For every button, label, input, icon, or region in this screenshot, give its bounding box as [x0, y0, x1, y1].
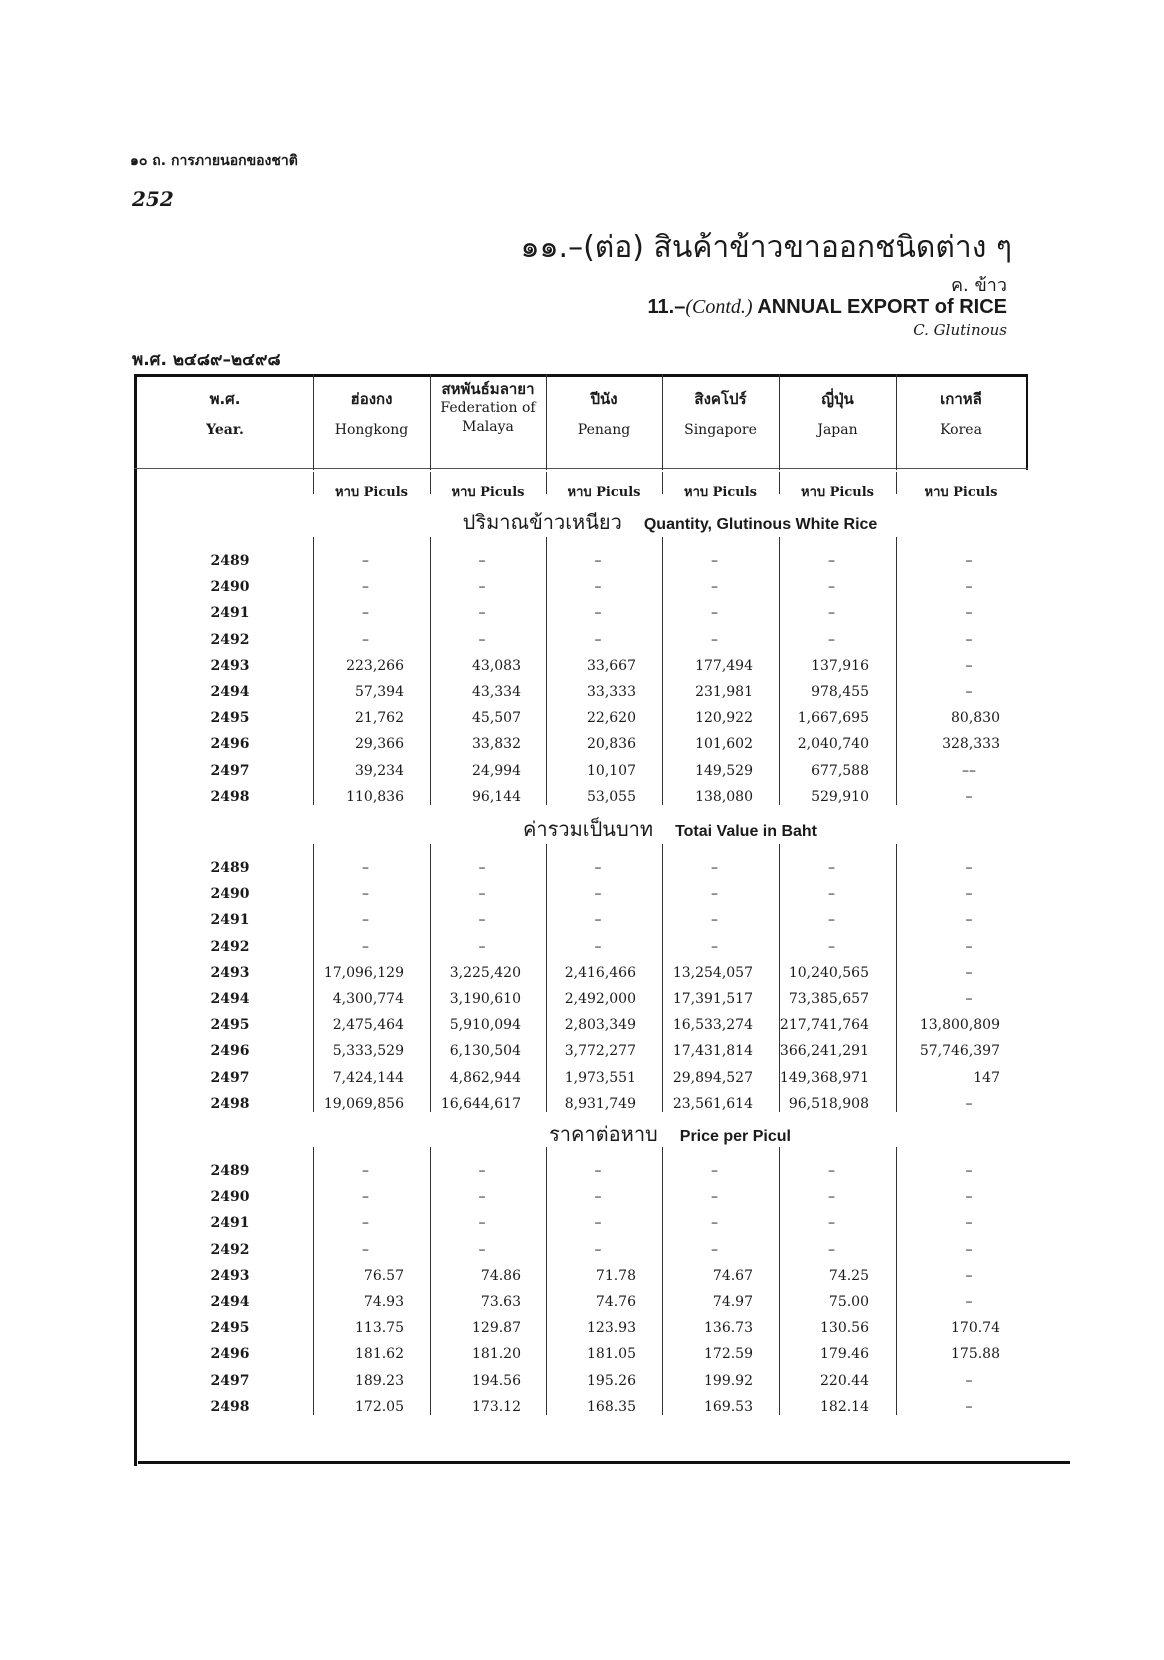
value-penang: –: [594, 631, 602, 648]
value-federation-of-malaya: 45,507: [472, 710, 521, 727]
column-header-english: Korea: [940, 422, 982, 438]
year-cell: 2490: [210, 579, 250, 596]
value-singapore: –: [711, 860, 718, 876]
section-title: [320, 506, 1020, 538]
column-header-english: Penang: [577, 422, 631, 438]
value-korea: 13,800,809: [919, 1017, 1000, 1034]
unit-label: หาบ Piculs: [924, 485, 998, 500]
column-header-thai: เกาหลี: [940, 390, 982, 408]
unit-divider: [313, 472, 314, 494]
value-hongkong: –: [362, 579, 369, 596]
year-cell: 2492: [210, 631, 250, 648]
value-federation-of-malaya: –: [478, 631, 486, 648]
value-korea: –: [965, 886, 973, 903]
value-penang: 71.78: [595, 1267, 636, 1284]
value-hongkong: 7,424,144: [332, 1069, 404, 1086]
value-korea: –: [965, 860, 973, 876]
value-federation-of-malaya: –: [478, 1215, 486, 1232]
year-cell: 2494: [210, 991, 250, 1007]
header-column-divider: [313, 374, 314, 470]
unit-label: หาบ Piculs: [567, 485, 641, 500]
year-range: พ.ศ. ๒๔๘๙–๒๔๙๘: [132, 350, 281, 370]
value-korea: –: [965, 657, 973, 674]
value-singapore: –: [711, 605, 718, 622]
value-hongkong: –: [362, 631, 369, 648]
value-japan: 978,455: [811, 684, 869, 700]
value-federation-of-malaya: 173.12: [472, 1398, 521, 1415]
value-hongkong: –: [362, 1215, 369, 1232]
year-cell: 2493: [210, 964, 250, 981]
value-singapore: –: [711, 631, 718, 648]
value-federation-of-malaya: 194.56: [472, 1372, 521, 1389]
value-japan: –: [828, 579, 835, 596]
value-federation-of-malaya: 73.63: [480, 1294, 521, 1310]
value-korea: –: [965, 1215, 973, 1232]
value-federation-of-malaya: 181.20: [472, 1346, 521, 1363]
value-penang: 168.35: [587, 1398, 636, 1415]
value-singapore: –: [711, 553, 718, 569]
year-cell: 2496: [210, 736, 250, 753]
value-korea: 170.74: [951, 1320, 1000, 1337]
value-japan: 179.46: [820, 1346, 869, 1363]
value-hongkong: 21,762: [355, 710, 404, 727]
value-korea: ––: [962, 762, 976, 779]
table-frame-bottom: [138, 1461, 1070, 1464]
year-cell: 2490: [210, 886, 250, 903]
year-cell: 2493: [210, 1267, 250, 1284]
value-penang: –: [594, 1163, 602, 1179]
year-cell: 2498: [210, 788, 250, 805]
value-hongkong: 172.05: [355, 1398, 404, 1415]
year-cell: 2495: [210, 1320, 250, 1337]
value-japan: 137,916: [811, 657, 869, 674]
year-cell: 2495: [210, 1017, 250, 1034]
section-title-thai: ราคาต่อหาบ: [549, 1122, 658, 1146]
value-singapore: 136.73: [704, 1320, 753, 1337]
value-penang: 22,620: [587, 710, 636, 727]
value-penang: 74.76: [595, 1294, 636, 1310]
year-cell: 2495: [210, 710, 250, 727]
value-hongkong: 113.75: [355, 1320, 404, 1337]
value-singapore: 16,533,274: [672, 1017, 753, 1034]
value-korea: 175.88: [951, 1346, 1000, 1363]
value-singapore: –: [711, 1163, 718, 1179]
year-cell: 2496: [210, 1043, 250, 1060]
year-cell: 2491: [210, 1215, 250, 1232]
title-thai: ๑๑.–(ต่อ) สินค้าข้าวขาออกชนิดต่าง ๆ: [520, 230, 1012, 265]
section-title-english: Price per Picul: [679, 1128, 791, 1145]
year-cell: 2497: [210, 1069, 250, 1086]
unit-divider: [546, 472, 547, 494]
value-federation-of-malaya: –: [478, 860, 486, 876]
value-japan: –: [828, 938, 835, 955]
value-korea: –: [965, 1372, 973, 1389]
column-header: [546, 390, 662, 440]
value-korea: –: [965, 1189, 973, 1206]
value-penang: 20,836: [587, 736, 636, 753]
value-singapore: 199.92: [704, 1372, 753, 1389]
value-singapore: –: [711, 938, 718, 955]
column-header: [430, 380, 546, 437]
column-header-english: Year.: [206, 422, 244, 438]
value-korea: –: [965, 579, 973, 596]
table-frame-top: [134, 374, 1028, 377]
value-korea: 80,830: [951, 710, 1000, 727]
year-cell: 2496: [210, 1346, 250, 1363]
value-hongkong: 110,836: [346, 788, 404, 805]
value-korea: –: [965, 991, 973, 1007]
year-cell: 2493: [210, 657, 250, 674]
header-column-divider: [779, 374, 780, 470]
value-federation-of-malaya: 74.86: [480, 1267, 521, 1284]
value-hongkong: 19,069,856: [323, 1095, 404, 1112]
value-japan: 182.14: [820, 1398, 869, 1415]
section-title-thai: ค่ารวมเป็นบาท: [522, 817, 654, 841]
value-japan: –: [828, 912, 835, 929]
value-singapore: –: [711, 1241, 718, 1258]
value-singapore: 101,602: [695, 736, 753, 753]
year-cell: 2497: [210, 1372, 250, 1389]
year-cell: 2491: [210, 605, 250, 622]
value-federation-of-malaya: 3,225,420: [449, 964, 521, 981]
value-penang: 8,931,749: [564, 1095, 636, 1112]
value-singapore: 23,561,614: [672, 1095, 753, 1112]
running-head: ๑๐ ถ. การภายนอกของชาติ: [130, 153, 298, 169]
value-korea: –: [965, 1241, 973, 1258]
unit-divider: [896, 472, 897, 494]
value-penang: 3,772,277: [564, 1043, 636, 1060]
value-federation-of-malaya: –: [478, 886, 486, 903]
value-federation-of-malaya: –: [478, 1189, 486, 1206]
column-header-english: Japan: [817, 422, 858, 438]
header-column-divider: [662, 374, 663, 470]
section-column-divider: [896, 1147, 897, 1415]
value-hongkong: –: [362, 912, 369, 929]
value-hongkong: 4,300,774: [332, 991, 404, 1007]
column-header-thai: ปีนัง: [590, 390, 618, 408]
value-japan: 75.00: [828, 1294, 869, 1310]
value-singapore: –: [711, 1189, 718, 1206]
column-header-thai: พ.ศ.: [209, 390, 241, 408]
column-header-thai: ฮ่องกง: [350, 390, 393, 408]
value-japan: 220.44: [820, 1372, 869, 1389]
value-japan: 74.25: [828, 1267, 869, 1284]
value-japan: 149,368,971: [779, 1069, 869, 1086]
value-federation-of-malaya: –: [478, 938, 486, 955]
value-singapore: 177,494: [695, 657, 753, 674]
value-hongkong: 76.57: [363, 1267, 404, 1284]
value-federation-of-malaya: 16,644,617: [440, 1095, 521, 1112]
year-cell: 2489: [210, 1163, 250, 1179]
page-number: 252: [132, 187, 174, 211]
value-penang: 33,333: [587, 684, 636, 700]
value-singapore: –: [711, 1215, 718, 1232]
value-japan: 10,240,565: [788, 964, 869, 981]
year-cell: 2491: [210, 912, 250, 929]
subtitle-thai: ค. ข้าว: [950, 275, 1007, 296]
value-singapore: 120,922: [695, 710, 753, 727]
column-header-thai: ญี่ปุ่น: [821, 390, 854, 408]
value-federation-of-malaya: 129.87: [472, 1320, 521, 1337]
value-japan: 73,385,657: [788, 991, 869, 1007]
value-penang: 2,803,349: [564, 1017, 636, 1034]
value-penang: 2,492,000: [564, 991, 636, 1007]
value-japan: 366,241,291: [779, 1043, 869, 1060]
value-penang: –: [594, 1189, 602, 1206]
value-korea: 57,746,397: [919, 1043, 1000, 1060]
value-penang: –: [594, 579, 602, 596]
value-hongkong: –: [362, 1163, 369, 1179]
value-penang: –: [594, 886, 602, 903]
value-japan: 217,741,764: [779, 1017, 869, 1034]
section-title-english: Quantity, Glutinous White Rice: [643, 516, 878, 533]
value-federation-of-malaya: 3,190,610: [449, 991, 521, 1007]
section-title-english: Totai Value in Baht: [675, 823, 818, 840]
value-singapore: 231,981: [695, 684, 753, 700]
value-hongkong: –: [362, 886, 369, 903]
value-federation-of-malaya: 6,130,504: [449, 1043, 521, 1060]
value-korea: –: [965, 1267, 973, 1284]
value-singapore: 172.59: [704, 1346, 753, 1363]
value-japan: 677,588: [811, 762, 869, 779]
value-federation-of-malaya: –: [478, 912, 486, 929]
year-cell: 2490: [210, 1189, 250, 1206]
unit-divider: [662, 472, 663, 494]
value-hongkong: 29,366: [355, 736, 404, 753]
value-hongkong: –: [362, 553, 369, 569]
value-korea: –: [965, 684, 973, 700]
value-hongkong: –: [362, 1241, 369, 1258]
year-cell: 2498: [210, 1398, 250, 1415]
value-japan: –: [828, 860, 835, 876]
value-hongkong: –: [362, 605, 369, 622]
value-korea: –: [965, 964, 973, 981]
value-singapore: 138,080: [695, 788, 753, 805]
value-japan: –: [828, 553, 835, 569]
value-japan: –: [828, 1189, 835, 1206]
value-korea: –: [965, 553, 973, 569]
year-cell: 2492: [210, 1241, 250, 1258]
year-cell: 2494: [210, 684, 250, 700]
value-federation-of-malaya: –: [478, 1163, 486, 1179]
value-singapore: 29,894,527: [672, 1069, 753, 1086]
value-korea: –: [965, 605, 973, 622]
title-english-main: ANNUAL EXPORT of RICE: [752, 296, 1007, 318]
value-hongkong: 39,234: [355, 762, 404, 779]
value-federation-of-malaya: –: [478, 605, 486, 622]
value-hongkong: 57,394: [355, 684, 404, 700]
header-column-divider: [430, 374, 431, 470]
value-penang: –: [594, 938, 602, 955]
table-frame-right: [1026, 374, 1028, 470]
value-hongkong: –: [362, 860, 369, 876]
value-hongkong: 181.62: [355, 1346, 404, 1363]
unit-label: หาบ Piculs: [684, 485, 757, 500]
header-rule: [134, 468, 1028, 469]
column-header: [896, 390, 1026, 440]
year-cell: 2497: [210, 762, 250, 779]
unit-divider: [779, 472, 780, 494]
section-title: [320, 1118, 1020, 1150]
title-english: [648, 296, 1008, 319]
value-japan: –: [828, 1163, 835, 1179]
value-korea: –: [965, 1095, 973, 1112]
value-penang: 2,416,466: [564, 964, 636, 981]
value-singapore: 17,391,517: [672, 991, 753, 1007]
value-federation-of-malaya: 43,083: [472, 657, 521, 674]
value-hongkong: 5,333,529: [332, 1043, 404, 1060]
value-japan: –: [828, 1241, 835, 1258]
column-header: [779, 390, 896, 440]
column-header-thai: สิงคโปร์: [694, 390, 747, 408]
value-federation-of-malaya: –: [478, 579, 486, 596]
value-penang: 53,055: [587, 788, 636, 805]
value-hongkong: 223,266: [346, 657, 404, 674]
value-japan: 2,040,740: [797, 736, 869, 753]
value-korea: –: [965, 938, 973, 955]
value-korea: –: [965, 631, 973, 648]
value-penang: 195.26: [587, 1372, 636, 1389]
unit-label: หาบ Piculs: [801, 485, 874, 500]
value-korea: –: [965, 1398, 973, 1415]
unit-divider: [430, 472, 431, 494]
unit-label: หาบ Piculs: [451, 485, 525, 500]
column-header: [313, 390, 430, 440]
subtitle-english: C. Glutinous: [913, 321, 1007, 339]
value-singapore: –: [711, 579, 718, 596]
value-hongkong: 2,475,464: [332, 1017, 404, 1034]
value-penang: –: [594, 860, 602, 876]
column-header-thai: สหพันธ์มลายา: [441, 380, 535, 398]
value-federation-of-malaya: 4,862,944: [449, 1069, 521, 1086]
value-japan: –: [828, 631, 835, 648]
section-title-thai: ปริมาณข้าวเหนียว: [462, 510, 622, 534]
column-header: [662, 390, 779, 440]
value-penang: 181.05: [587, 1346, 636, 1363]
value-penang: 123.93: [587, 1320, 636, 1337]
value-hongkong: 17,096,129: [323, 964, 404, 981]
value-penang: –: [594, 912, 602, 929]
column-header-english: Hongkong: [334, 422, 409, 438]
section-column-divider: [896, 537, 897, 805]
year-cell: 2494: [210, 1294, 250, 1310]
value-hongkong: –: [362, 938, 369, 955]
value-korea: 328,333: [942, 736, 1000, 753]
value-korea: –: [965, 1163, 973, 1179]
value-penang: 10,107: [587, 762, 636, 779]
header-column-divider: [546, 374, 547, 470]
value-japan: –: [828, 1215, 835, 1232]
value-korea: –: [965, 788, 973, 805]
value-singapore: 17,431,814: [672, 1043, 753, 1060]
year-cell: 2492: [210, 938, 250, 955]
value-penang: 1,973,551: [564, 1069, 636, 1086]
value-federation-of-malaya: 5,910,094: [449, 1017, 521, 1034]
value-federation-of-malaya: –: [478, 553, 486, 569]
value-singapore: 169.53: [704, 1398, 753, 1415]
value-hongkong: 189.23: [355, 1372, 404, 1389]
value-penang: –: [594, 553, 602, 569]
table-frame-left: [134, 374, 137, 1466]
value-singapore: –: [711, 886, 718, 903]
value-singapore: 149,529: [695, 762, 753, 779]
value-penang: 33,667: [587, 657, 636, 674]
value-federation-of-malaya: 33,832: [472, 736, 521, 753]
unit-label: หาบ Piculs: [335, 485, 408, 500]
title-english-contd: (Contd.): [685, 296, 753, 318]
year-cell: 2498: [210, 1095, 250, 1112]
title-english-prefix: 11.–: [647, 296, 686, 318]
value-korea: –: [965, 912, 973, 929]
value-japan: 529,910: [811, 788, 869, 805]
year-cell: 2489: [210, 860, 250, 876]
header-column-divider: [896, 374, 897, 470]
value-federation-of-malaya: 24,994: [472, 762, 521, 779]
value-penang: –: [594, 1215, 602, 1232]
value-singapore: 74.67: [712, 1267, 753, 1284]
value-federation-of-malaya: 96,144: [472, 788, 521, 805]
value-japan: –: [828, 886, 835, 903]
value-singapore: 74.97: [712, 1294, 753, 1310]
value-federation-of-malaya: 43,334: [472, 684, 521, 700]
value-singapore: 13,254,057: [672, 964, 753, 981]
value-federation-of-malaya: –: [478, 1241, 486, 1258]
value-penang: –: [594, 605, 602, 622]
value-hongkong: 74.93: [363, 1294, 404, 1310]
value-japan: 1,667,695: [797, 710, 869, 727]
column-header-english: Singapore: [684, 422, 757, 438]
value-singapore: –: [711, 912, 718, 929]
year-cell: 2489: [210, 553, 250, 569]
value-penang: –: [594, 1241, 602, 1258]
section-title: [320, 813, 1020, 845]
column-header: [137, 390, 313, 440]
column-header-english: Federation of Malaya: [440, 400, 536, 435]
value-korea: 147: [973, 1069, 1000, 1086]
value-hongkong: –: [362, 1189, 369, 1206]
value-japan: –: [828, 605, 835, 622]
value-japan: 130.56: [820, 1320, 869, 1337]
value-korea: –: [965, 1294, 973, 1310]
value-japan: 96,518,908: [788, 1095, 869, 1112]
